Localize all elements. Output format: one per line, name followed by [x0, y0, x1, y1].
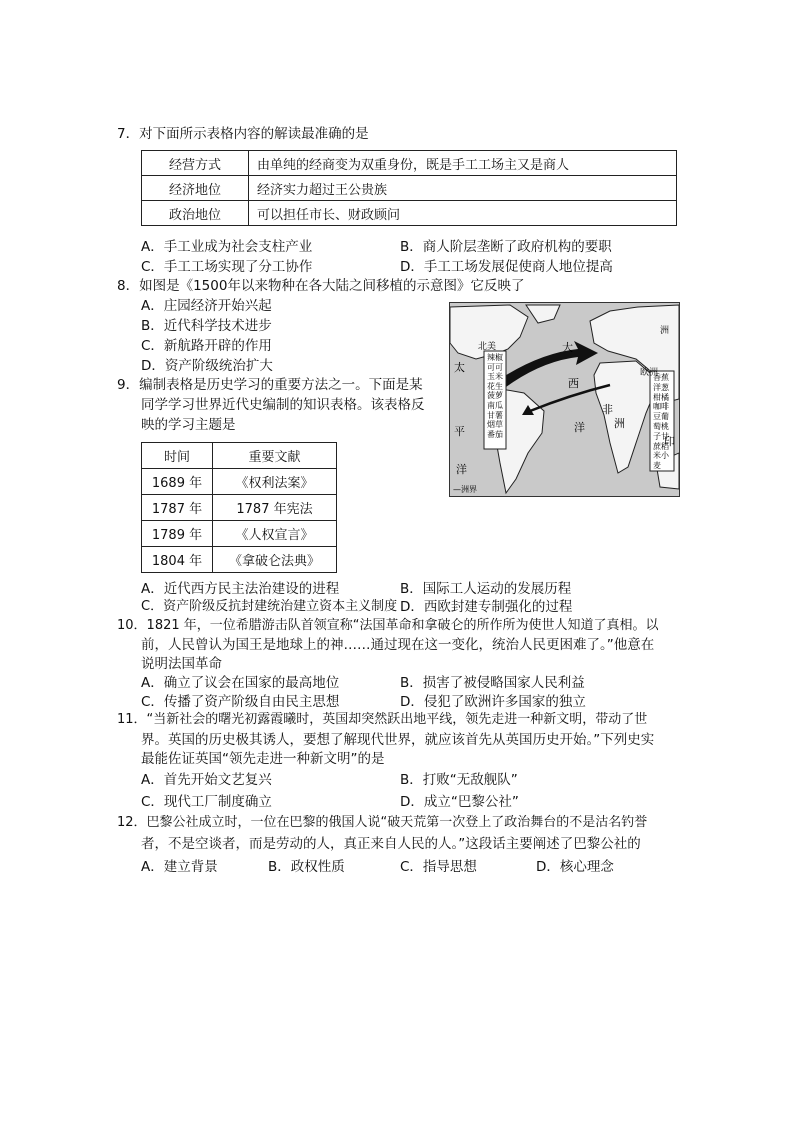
table-cell: 1787 年宪法 [213, 495, 337, 521]
q11-stem-line2: 界。英国的历史极其诱人，要想了解现代世界，就应该首先从英国历史开始。”下列史实 [141, 732, 655, 748]
map-label-yin: 印 [664, 435, 675, 448]
map-right-crops: 香蕉洋葱柑橘咖啡豆葡萄桃子甘蔗稻米小麦 [653, 373, 669, 471]
table-cell: 《拿破仑法典》 [213, 547, 337, 573]
q12-option-b: B．政权性质 [268, 859, 345, 875]
q7-stem: 7．对下面所示表格内容的解读最准确的是 [117, 126, 369, 142]
q11-stem-line1: 11．“当新社会的曙光初露霞曦时，英国却突然跃出地平线，领先走进一种新文明，带动了世 [117, 712, 648, 727]
map-label-yang: 洋 [574, 421, 585, 434]
q7-option-c: C．手工工场实现了分工协作 [141, 259, 313, 275]
map-left-crops: 辣椒可可玉米花生菠萝南瓜甘薯烟草番茄 [487, 353, 503, 439]
table-row [142, 176, 677, 201]
table-header-time: 时间 [142, 443, 213, 469]
table-cell: 《权利法案》 [213, 469, 337, 495]
world-map-graphic [450, 303, 679, 496]
table-cell: 1789 年 [142, 521, 213, 547]
q8-option-c: C．新航路开辟的作用 [141, 338, 272, 354]
q12-option-a: A．建立背景 [141, 859, 218, 875]
table-header-row [142, 443, 337, 469]
table-row [142, 469, 337, 495]
q10-option-c: C．传播了资产阶级自由民主思想 [141, 694, 340, 710]
q10-stem-line2: 前，人民曾认为国王是地球上的神……通过现在这一变化，统治人民更困难了。”他意在 [141, 637, 655, 653]
table-row [142, 521, 337, 547]
map-label-fei: 非 [602, 403, 613, 416]
q9-table [141, 442, 337, 573]
table-row [142, 201, 677, 226]
q12-stem-line2: 者，不是空谈者，而是劳动的人，真正来自人民的人。”这段话主要阐述了巴黎公社的 [141, 836, 641, 852]
table-cell: 1804 年 [142, 547, 213, 573]
q9-stem-line1: 9．编制表格是历史学习的重要方法之一。下面是某 [117, 377, 423, 393]
map-label-tai: 太 [454, 361, 465, 374]
q12-option-d: D．核心理念 [536, 859, 614, 875]
q10-option-b: B．损害了被侵略国家人民利益 [400, 675, 585, 691]
table-cell: 政治地位 [142, 201, 249, 226]
map-label-zhou2: 洲 [660, 326, 670, 336]
q9-stem-line3: 映的学习主题是 [141, 417, 236, 433]
q7-table [141, 150, 677, 226]
map-label-ping: 平 [454, 425, 465, 438]
q7-option-b: B．商人阶层垄断了政府机构的要职 [400, 239, 612, 255]
map-label-xi: 西 [568, 377, 579, 390]
map-label-da: 大 [562, 341, 573, 354]
q7-option-a: A．手工业成为社会支柱产业 [141, 239, 313, 255]
q9-option-c: C．资产阶级反抗封建统治建立资本主义制度 [141, 599, 398, 614]
q8-option-b: B．近代科学技术进步 [141, 318, 272, 334]
q10-option-d: D．侵犯了欧洲许多国家的独立 [400, 694, 586, 710]
q10-stem-line1: 10．1821 年，一位希腊游击队首领宣称“法国革命和拿破仑的所作所为使世人知道了真相。以 [117, 618, 659, 633]
table-cell: 可以担任市长、财政顾问 [249, 201, 677, 226]
q8-stem: 8．如图是《1500年以来物种在各大陆之间移植的示意图》它反映了 [117, 278, 525, 294]
q8-option-a: A．庄园经济开始兴起 [141, 298, 272, 314]
map-label-north-america: 北美 [478, 342, 497, 352]
table-cell: 经营方式 [142, 151, 249, 176]
table-cell: 《人权宣言》 [213, 521, 337, 547]
map-label-zhou: 洲 [614, 417, 625, 430]
q11-option-a: A．首先开始文艺复兴 [141, 772, 272, 788]
table-row [142, 547, 337, 573]
table-row [142, 151, 677, 176]
species-transfer-map [449, 302, 680, 497]
q11-option-b: B．打败“无敌舰队” [400, 772, 518, 788]
map-legend: —洲界 [453, 485, 477, 494]
q11-option-c: C．现代工厂制度确立 [141, 794, 272, 810]
map-label-europe: 欧洲 [640, 368, 659, 378]
map-label-yang2: 洋 [456, 463, 467, 476]
q11-option-d: D．成立“巴黎公社” [400, 794, 519, 810]
q7-option-d: D．手工工场发展促使商人地位提高 [400, 259, 613, 275]
q9-stem-line2: 同学学习世界近代史编制的知识表格。该表格反 [141, 397, 425, 413]
q9-option-b: B．国际工人运动的发展历程 [400, 581, 572, 597]
table-cell: 1787 年 [142, 495, 213, 521]
q12-stem-line1: 12．巴黎公社成立时，一位在巴黎的俄国人说“破天荒第一次登上了政治舞台的不是沽名钓誉 [117, 815, 648, 830]
table-header-doc: 重要文献 [213, 443, 337, 469]
table-cell: 1689 年 [142, 469, 213, 495]
q10-option-a: A．确立了议会在国家的最高地位 [141, 675, 340, 691]
table-row [142, 495, 337, 521]
table-cell: 经济实力超过王公贵族 [249, 176, 677, 201]
q11-stem-line3: 最能佐证英国“领先走进一种新文明”的是 [141, 751, 385, 767]
q10-stem-line3: 说明法国革命 [141, 656, 222, 672]
table-cell: 经济地位 [142, 176, 249, 201]
q9-option-a: A．近代西方民主法治建设的进程 [141, 581, 340, 597]
q9-option-d: D．西欧封建专制强化的过程 [400, 599, 573, 615]
q8-option-d: D．资产阶级统治扩大 [141, 358, 273, 374]
table-cell: 由单纯的经商变为双重身份，既是手工工场主又是商人 [249, 151, 677, 176]
q12-option-c: C．指导思想 [400, 859, 477, 875]
